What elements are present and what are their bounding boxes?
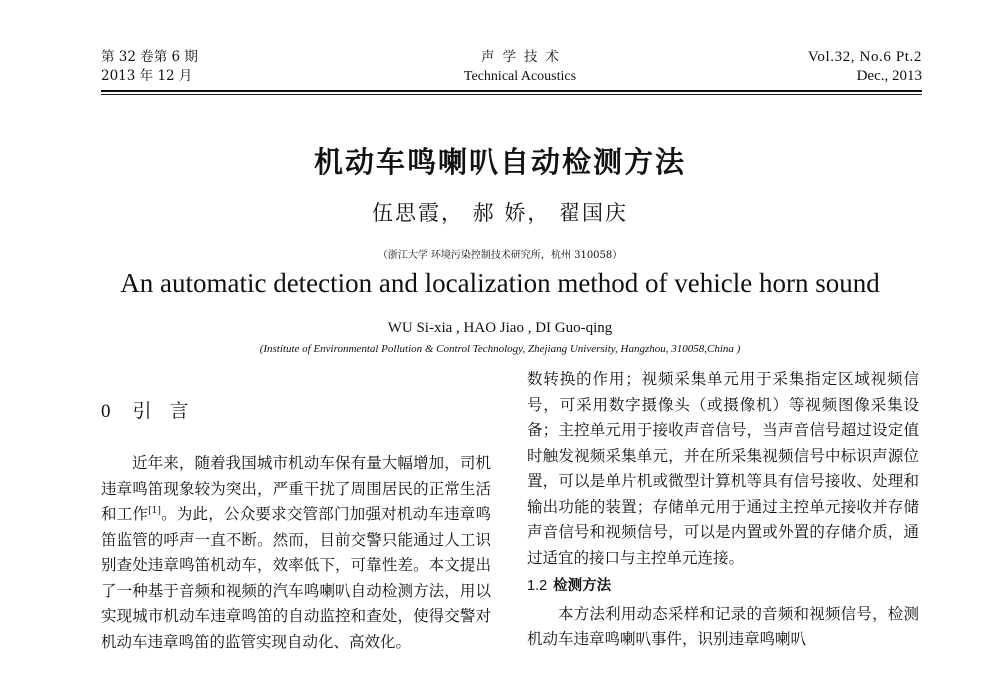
affiliation-cn: （浙江大学 环境污染控制技术研究所，杭州 310058） (377, 250, 623, 261)
journal-name-cn: 声学技术 (481, 49, 567, 65)
date-en: Dec., 2013 (856, 68, 922, 84)
left-column (101, 451, 491, 655)
date-cn: 2013 年 12 月 (101, 68, 193, 84)
article-title-cn: 机动车鸣喇叭自动检测方法 (313, 145, 686, 179)
section-title: 引 言 (132, 400, 195, 422)
subsection-number: 1.2 (527, 578, 548, 594)
header-rule-thin (101, 94, 922, 95)
section-number: 0 (101, 401, 117, 422)
authors-en: WU Si-xia , HAO Jiao , DI Guo-qing (387, 320, 613, 336)
section-heading-introduction (101, 396, 195, 423)
intro-paragraph (101, 451, 491, 655)
article-title-en: An automatic detection and localization method of vehicle horn sound (120, 268, 880, 298)
detection-method-paragraph: 本方法利用动态采样和记录的音频和视频信号，检测机动车违章鸣喇叭事件，识别违章鸣喇叭 (527, 604, 919, 648)
subsection-title: 检测方法 (553, 578, 612, 594)
header-rule-thick (101, 90, 922, 92)
journal-name-en: Technical Acoustics (463, 69, 577, 84)
system-description-paragraph: 数转换的作用；视频采集单元用于采集指定区域视频信号，可采用数字摄像头（或摄像机）等视频图像采集设备；主控单元用于接收声音信号，当声音信号超过设定值时触发视频采集单元，并在所采集视频信号中标识声源位置，可以是单片机或微型计算机等具有信号接收、处理和输出功能的装置；存储单元用于通过主控单元接收并存储声音信号和视频信号，可以是内置或外置的存储介质，通过适宜的接口与主控单元连接。 (527, 370, 919, 567)
volume-issue-en: Vol.32, No.6 Pt.2 (807, 49, 922, 65)
affiliation-en: (Institute of Environmental Pollution & Control Technology, Zhejiang University, Hangzhou, 310058,China ) (259, 343, 741, 355)
running-header-center (420, 48, 620, 86)
intro-text-part2: 。为此，公众要求交管部门加强对机动车违章鸣笛监管的呼声一直不断。然而，目前交警只能通过人工识别查处违章鸣笛机动车，效率低下，可靠性差。本文提出了一种基于音频和视频的汽车鸣喇叭自动检测方法，用以实现城市机动车违章鸣笛的自动监控和查处，使得交警对机动车违章鸣笛的监管实现自动化、高效化。 (101, 505, 491, 651)
running-header-right (808, 48, 922, 86)
intro-text-part1: 近年来，随着我国城市机动车保有量大幅增加，司机违章鸣笛现象较为突出，严重干扰了周围居民的正常生活和工作 (101, 454, 491, 523)
authors-cn: 伍思霞， 郝 娇， 翟国庆 (371, 201, 629, 225)
volume-issue-cn: 第 32 卷第 6 期 (101, 49, 198, 65)
subsection-heading-detection-method (527, 574, 919, 600)
running-header-left (101, 48, 198, 86)
right-column (527, 367, 919, 653)
citation-ref[interactable]: [1] (148, 505, 161, 516)
